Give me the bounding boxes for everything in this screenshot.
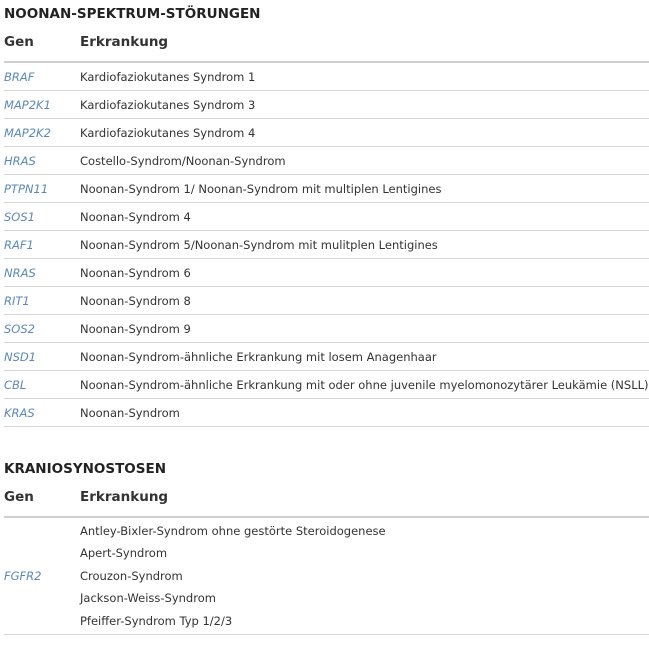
- gene-link-kras[interactable]: KRAS: [4, 399, 80, 427]
- gene-link-hras[interactable]: HRAS: [4, 147, 80, 175]
- table-row: [4, 91, 649, 119]
- gene-link-raf1[interactable]: RAF1: [4, 231, 80, 259]
- table-row: [4, 259, 649, 287]
- craniosynostosis-gene-table: [4, 477, 649, 635]
- gene-link-map2k1[interactable]: MAP2K1: [4, 91, 80, 119]
- section-title-noonan: NOONAN-SPEKTRUM-STÖRUNGEN: [4, 6, 261, 22]
- gene-link-fgfr2[interactable]: FGFR2: [4, 517, 80, 635]
- gene-link-braf[interactable]: BRAF: [4, 62, 80, 91]
- section-title-craniosynostosis: KRANIOSYNOSTOSEN: [4, 461, 167, 477]
- gene-link-ptpn11[interactable]: PTPN11: [4, 175, 80, 203]
- disease-name: Jackson-Weiss-Syndrom: [80, 591, 216, 606]
- noonan-section: [4, 0, 649, 461]
- disease-name: Noonan-Syndrom 8: [80, 287, 649, 315]
- disease-name: Antley-Bixler-Syndrom ohne gestörte Steroidogenese: [80, 523, 386, 538]
- gene-link-cbl[interactable]: CBL: [4, 371, 80, 399]
- disease-name: Noonan-Syndrom: [80, 399, 649, 427]
- gene-link-nras[interactable]: NRAS: [4, 259, 80, 287]
- disease-name: Crouzon-Syndrom: [80, 568, 183, 583]
- disease-list: [80, 517, 649, 635]
- disease-name: Kardiofaziokutanes Syndrom 3: [80, 91, 649, 119]
- table-header-row: [4, 22, 649, 62]
- disease-name: Costello-Syndrom/Noonan-Syndrom: [80, 147, 649, 175]
- disease-name: Noonan-Syndrom 5/Noonan-Syndrom mit mulitplen Lentigines: [80, 231, 649, 259]
- table-row: [4, 371, 649, 399]
- disease-name: Noonan-Syndrom 1/ Noonan-Syndrom mit multiplen Lentigines: [80, 175, 649, 203]
- gene-link-rit1[interactable]: RIT1: [4, 287, 80, 315]
- table-row: [4, 203, 649, 231]
- gene-link-sos1[interactable]: SOS1: [4, 203, 80, 231]
- table-row: [4, 343, 649, 371]
- disease-name: Kardiofaziokutanes Syndrom 1: [80, 62, 649, 91]
- table-row: [4, 517, 649, 635]
- table-row: [4, 175, 649, 203]
- table-row: [4, 231, 649, 259]
- disease-name: Pfeiffer-Syndrom Typ 1/2/3: [80, 613, 233, 628]
- column-header-disease: Erkrankung: [80, 477, 649, 517]
- table-row: [4, 399, 649, 427]
- disease-name: Apert-Syndrom: [80, 546, 168, 561]
- disease-name: Noonan-Syndrom-ähnliche Erkrankung mit oder ohne juvenile myelomonozytärer Leukämie (NSLL): [80, 371, 649, 399]
- table-row: [4, 119, 649, 147]
- disease-name: Noonan-Syndrom 4: [80, 203, 649, 231]
- disease-name: Kardiofaziokutanes Syndrom 4: [80, 119, 649, 147]
- table-row: [4, 147, 649, 175]
- craniosynostosis-section: [4, 461, 645, 635]
- column-header-gene: Gen: [4, 477, 80, 517]
- table-row: [4, 315, 649, 343]
- column-header-gene: Gen: [4, 22, 80, 62]
- noonan-gene-table: [4, 22, 649, 427]
- column-header-disease: Erkrankung: [80, 22, 649, 62]
- disease-name: Noonan-Syndrom 6: [80, 259, 649, 287]
- disease-name: Noonan-Syndrom-ähnliche Erkrankung mit losem Anagenhaar: [80, 343, 649, 371]
- gene-link-nsd1[interactable]: NSD1: [4, 343, 80, 371]
- table-row: [4, 287, 649, 315]
- table-row: [4, 62, 649, 91]
- table-header-row: [4, 477, 649, 517]
- disease-name: Noonan-Syndrom 9: [80, 315, 649, 343]
- gene-link-map2k2[interactable]: MAP2K2: [4, 119, 80, 147]
- gene-link-sos2[interactable]: SOS2: [4, 315, 80, 343]
